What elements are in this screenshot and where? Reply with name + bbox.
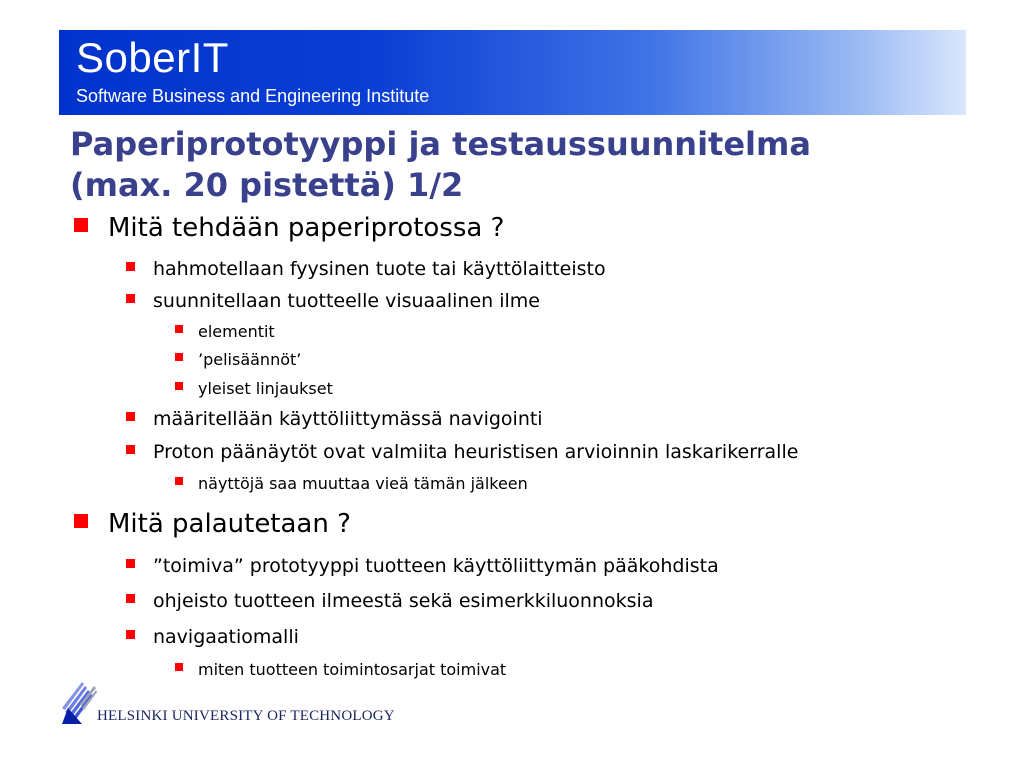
bullet-text: ”toimiva” prototyyppi tuotteen käyttöliittymän pääkohdista [153, 555, 719, 577]
footer-institution: HELSINKI UNIVERSITY OF TECHNOLOGY [97, 708, 395, 724]
bullet-text: Mitä palautetaan ? [108, 509, 351, 539]
bullet-text: yleiset linjaukset [198, 379, 333, 398]
bullet-square-icon [126, 559, 135, 568]
bullet-item [108, 213, 504, 243]
bullet-square-icon [126, 294, 135, 303]
bullet-square-icon [175, 663, 183, 671]
bullet-item [198, 379, 333, 398]
bullet-text: navigaatiomalli [153, 626, 299, 648]
bullet-square-icon [126, 262, 135, 271]
bullet-text: Mitä tehdään paperiprotossa ? [108, 213, 505, 243]
bullet-item [153, 258, 606, 280]
bullet-text: Proton päänäytöt ovat valmiita heuristisen arvioinnin laskarikerralle [153, 441, 799, 463]
bullet-item [108, 509, 351, 539]
banner-subtitle: Software Business and Engineering Institute [76, 86, 430, 106]
bullet-square-icon [175, 325, 183, 333]
banner-title: SoberIT [76, 34, 229, 81]
header-banner [59, 30, 966, 115]
bullet-text: määritellään käyttöliittymässä navigointi [153, 408, 543, 430]
bullet-square-icon [175, 353, 183, 361]
bullet-text: ’pelisäännöt’ [198, 350, 302, 369]
bullet-item [153, 290, 540, 312]
bullet-item [198, 660, 506, 679]
bullet-text: ohjeisto tuotteen ilmeestä sekä esimerkkiluonnoksia [153, 590, 654, 612]
bullet-item [153, 408, 543, 430]
bullet-text: elementit [198, 322, 275, 341]
bullet-square-icon [74, 514, 88, 528]
bullet-square-icon [126, 594, 135, 603]
university-logo-icon [60, 678, 98, 726]
bullet-item [153, 590, 653, 612]
slide-title-line-1: Paperiprototyyppi ja testaussuunnitelma [70, 125, 811, 163]
bullet-square-icon [175, 477, 183, 485]
bullet-item [198, 322, 275, 341]
bullet-square-icon [126, 412, 135, 421]
slide-title-line-2: (max. 20 pistettä) 1/2 [70, 166, 464, 204]
bullet-text: miten tuotteen toimintosarjat toimivat [198, 660, 507, 679]
bullet-item [153, 441, 798, 463]
bullet-item [153, 626, 299, 648]
bullet-square-icon [175, 382, 183, 390]
bullet-square-icon [126, 445, 135, 454]
bullet-item [198, 350, 301, 369]
slide-title [70, 124, 811, 206]
bullet-item [198, 474, 528, 493]
bullet-item [153, 555, 719, 577]
bullet-text: näyttöjä saa muuttaa vieä tämän jälkeen [198, 474, 528, 493]
bullet-square-icon [74, 218, 88, 232]
bullet-text: suunnitellaan tuotteelle visuaalinen ilme [153, 290, 540, 312]
bullet-square-icon [126, 630, 135, 639]
bullet-text: hahmotellaan fyysinen tuote tai käyttölaitteisto [153, 258, 606, 280]
